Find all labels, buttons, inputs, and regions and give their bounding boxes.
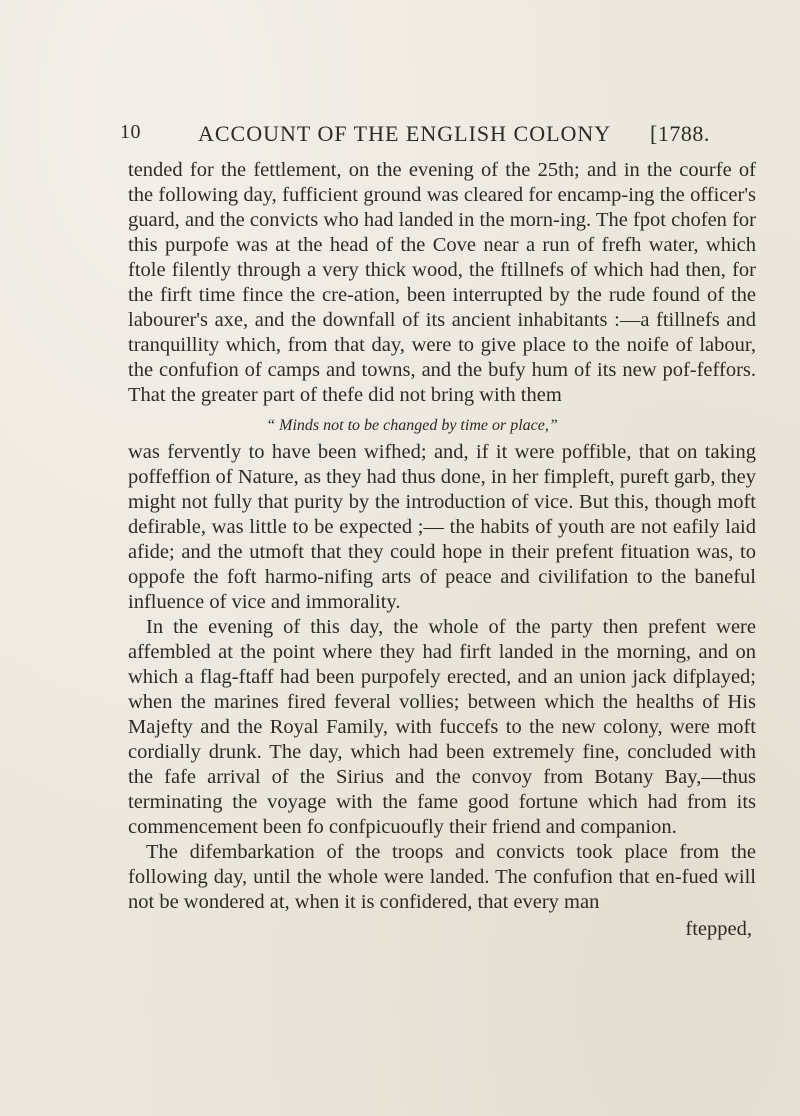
running-year: [1788. bbox=[650, 121, 710, 146]
running-title: ACCOUNT OF THE ENGLISH COLONY bbox=[198, 121, 612, 146]
running-head bbox=[120, 121, 760, 151]
paragraph-2: was fervently to have been wifhed; and, if it were poffible, that on taking poffeffion of Nature, as they had thus done, in her fimpleft, pureft garb, they might not fully that purity by the introduction of vice. But this, though moft defirable, was little to be expected ;— the habits of youth are not eafily laid afide; and the utmoft that they could hope in their prefent fituation was, to oppofe the foft harmo-nifing arts of peace and civilifation to the baneful influence of vice and immorality. bbox=[128, 441, 756, 613]
paragraph-3: In the evening of this day, the whole of the party then prefent were affembled at the point where they had firft landed in the morning, and on which a flag-ftaff had been purpofely erected, and an union jack difplayed; when the marines fired feveral vollies; between which the healths of His Majefty and the Royal Family, with fuccefs to the new colony, were moft cordially drunk. The day, which had been extremely fine, concluded with the fafe arrival of the Sirius and the convoy from Botany Bay,—thus terminating the voyage with the fame good fortune which had from its commencement been fo confpicuoufly their friend and companion. bbox=[128, 616, 756, 838]
paragraph-4: The difembarkation of the troops and convicts took place from the following day, until the whole were landed. The confufion that en-fued will not be wondered at, when it is confidered, that every man bbox=[128, 841, 756, 913]
quotation-line: “ Minds not to be changed by time or place,” bbox=[266, 417, 558, 434]
body-text bbox=[128, 158, 756, 942]
catchword: ftepped, bbox=[685, 918, 752, 940]
paragraph-1: tended for the fettlement, on the evening of the 25th; and in the courfe of the following day, fufficient ground was cleared for encamp-ing the officer's guard, and the convicts who had landed in the morn-ing. The fpot chofen for this purpofe was at the head of the Cove near a run of frefh water, which ftole filently through a very thick wood, the ftillnefs of which had then, for the firft time fince the cre-ation, been interrupted by the rude found of the labourer's axe, and the downfall of its ancient inhabitants :—a ftillnefs and tranquillity which, from that day, were to give place to the noife of labour, the confufion of camps and towns, and the bufy hum of its new pof-feffors. That the greater part of thefe did not bring with them bbox=[128, 159, 756, 406]
page-number: 10 bbox=[120, 121, 141, 143]
